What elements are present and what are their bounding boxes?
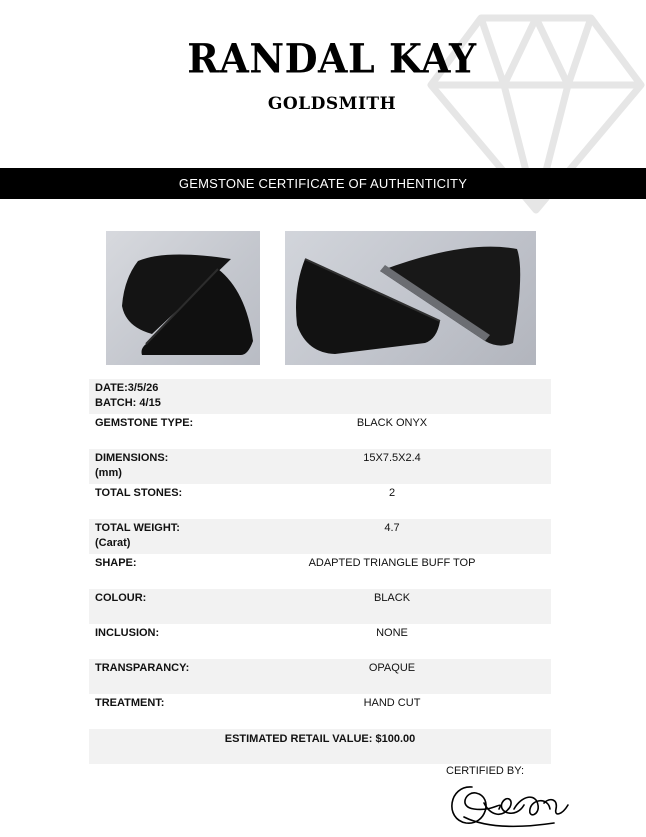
row-value-transparancy: OPAQUE bbox=[368, 662, 416, 674]
table-row bbox=[89, 379, 551, 414]
row-value-total-stones: 2 bbox=[388, 487, 396, 499]
row-value-inclusion: NONE bbox=[376, 627, 408, 639]
row-label-total-stones: TOTAL STONES: bbox=[95, 487, 183, 499]
table-row bbox=[89, 414, 551, 449]
table-row bbox=[89, 589, 551, 624]
row-label-shape: SHAPE: bbox=[95, 557, 137, 569]
row-label-total-weight: TOTAL WEIGHT: (Carat) bbox=[95, 522, 180, 549]
row-label-inclusion: INCLUSION: bbox=[95, 627, 160, 639]
row-value-treatment: HAND CUT bbox=[363, 697, 421, 709]
row-value-gemstone-type: BLACK ONYX bbox=[356, 417, 428, 429]
row-value-dimensions: 15X7.5X2.4 bbox=[363, 452, 421, 464]
estimated-retail-value: ESTIMATED RETAIL VALUE: $100.00 bbox=[224, 733, 416, 745]
row-label-treatment: TREATMENT: bbox=[95, 697, 165, 709]
brand-name: RANDAL KAY bbox=[187, 34, 477, 83]
row-label-transparancy: TRANSPARANCY: bbox=[95, 662, 190, 674]
table-row bbox=[89, 694, 551, 729]
row-label-colour: COLOUR: bbox=[95, 592, 147, 604]
table-row bbox=[89, 449, 551, 484]
brand-subtitle: GOLDSMITH bbox=[267, 94, 397, 114]
row-value-total-weight: 4.7 bbox=[384, 522, 400, 534]
row-label-date-batch: DATE:3/5/26 BATCH: 4/15 bbox=[95, 382, 161, 409]
certificate-title-banner: GEMSTONE CERTIFICATE OF AUTHENTICITY bbox=[0, 168, 646, 199]
row-label-gemstone-type: GEMSTONE TYPE: bbox=[95, 417, 194, 429]
table-row bbox=[89, 519, 551, 554]
row-value-shape: ADAPTED TRIANGLE BUFF TOP bbox=[308, 557, 476, 569]
table-row bbox=[89, 659, 551, 694]
table-row-retail bbox=[89, 729, 551, 764]
gemstone-photo-1 bbox=[106, 231, 260, 365]
table-row bbox=[89, 554, 551, 589]
row-label-dimensions: DIMENSIONS: (mm) bbox=[95, 452, 169, 479]
table-row bbox=[89, 624, 551, 659]
certified-by-label: CERTIFIED BY: bbox=[446, 765, 525, 777]
row-value-colour: BLACK bbox=[373, 592, 411, 604]
table-row bbox=[89, 484, 551, 519]
signature bbox=[444, 779, 574, 831]
gemstone-photo-2 bbox=[285, 231, 536, 365]
certificate-details-table bbox=[89, 379, 551, 764]
